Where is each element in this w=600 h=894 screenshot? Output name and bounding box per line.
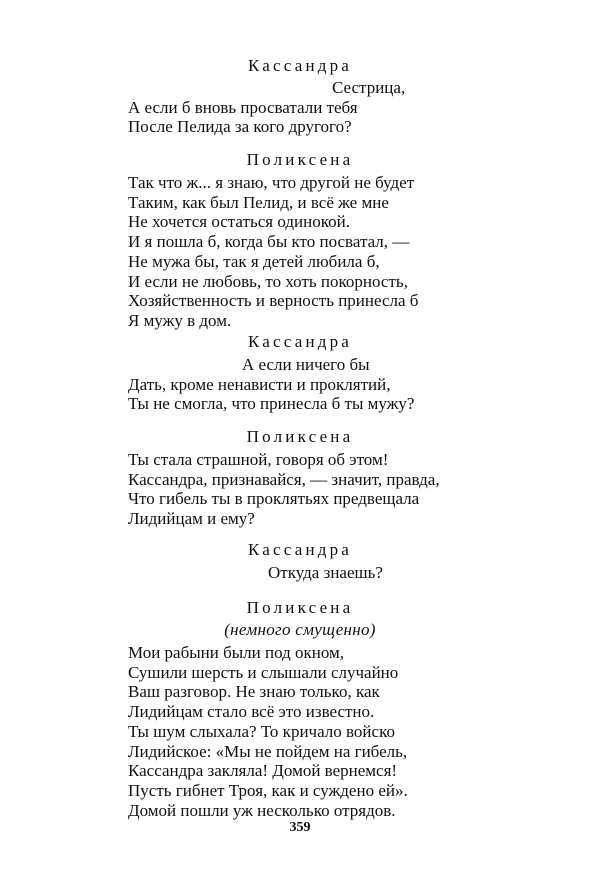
verse-line: Так что ж... я знаю, что другой не будет [128,173,415,192]
verse-line: Хозяйственность и верность принесла б [128,291,419,311]
verse-line: Дать, кроме ненависти и проклятий, [128,374,391,394]
verse-line: Сушили шерсть и слышали случайно [128,662,399,682]
speaker-name: Поликсена [246,598,354,617]
verse-line: А если б вновь просватали тебя [128,97,358,117]
speech-block [128,643,488,820]
verse-line: Ты шум слыхала? То кричало войско [128,721,395,741]
speaker-name: Поликсена [246,427,354,446]
verse-line: Таким, как был Пелид, и всё же мне [128,192,389,212]
speech-block [128,78,488,137]
verse-line: Ты не смогла, что принесла б ты мужу? [128,394,415,414]
stage-direction: (немного смущенно) [224,620,376,639]
speaker-name: Поликсена [246,150,354,169]
speaker-name: Кассандра [247,540,353,559]
speaker-name: Кассандра [247,56,353,75]
speech-block [128,450,488,529]
verse-line: Кассандра, признавайся, — значит, правда, [128,469,440,489]
verse-line: А если ничего бы [242,355,370,374]
speech-block [128,563,488,583]
verse-line: Не хочется остаться одинокой. [128,212,350,232]
verse-line: Домой пошли уж несколько отрядов. [128,800,396,820]
verse-line: Сестрица, [332,78,406,97]
verse-line: Лидийское: «Мы не пойдем на гибель, [128,741,408,761]
speaker-name: Кассандра [247,332,353,351]
verse-line: Ваш разговор. Не знаю только, как [128,682,380,702]
verse-line: Кассандра закляла! Домой вернемся! [128,761,398,781]
verse-line: Лидийцам и ему? [128,509,255,529]
verse-line: После Пелида за кого другого? [128,117,352,137]
verse-line: Мои рабыни были под окном, [128,643,345,662]
page-number: 359 [289,820,311,835]
verse-line: Что гибель ты в проклятьях предвещала [128,489,420,509]
verse-line: Ты стала страшной, говоря об этом! [128,450,389,469]
speech-block [128,355,488,414]
verse-line: Я мужу в дом. [128,310,232,330]
speech-block [128,173,488,331]
verse-line: Не мужа бы, так я детей любила б, [128,251,380,271]
verse-line: И я пошла б, когда бы кто посватал, — [128,232,410,252]
verse-line: Лидийцам стало всё это известно. [128,702,375,722]
verse-line: Пусть гибнет Троя, как и суждено ей». [128,780,408,800]
verse-line: Откуда знаешь? [268,563,383,582]
verse-line: И если не любовь, то хоть покорность, [128,271,408,291]
